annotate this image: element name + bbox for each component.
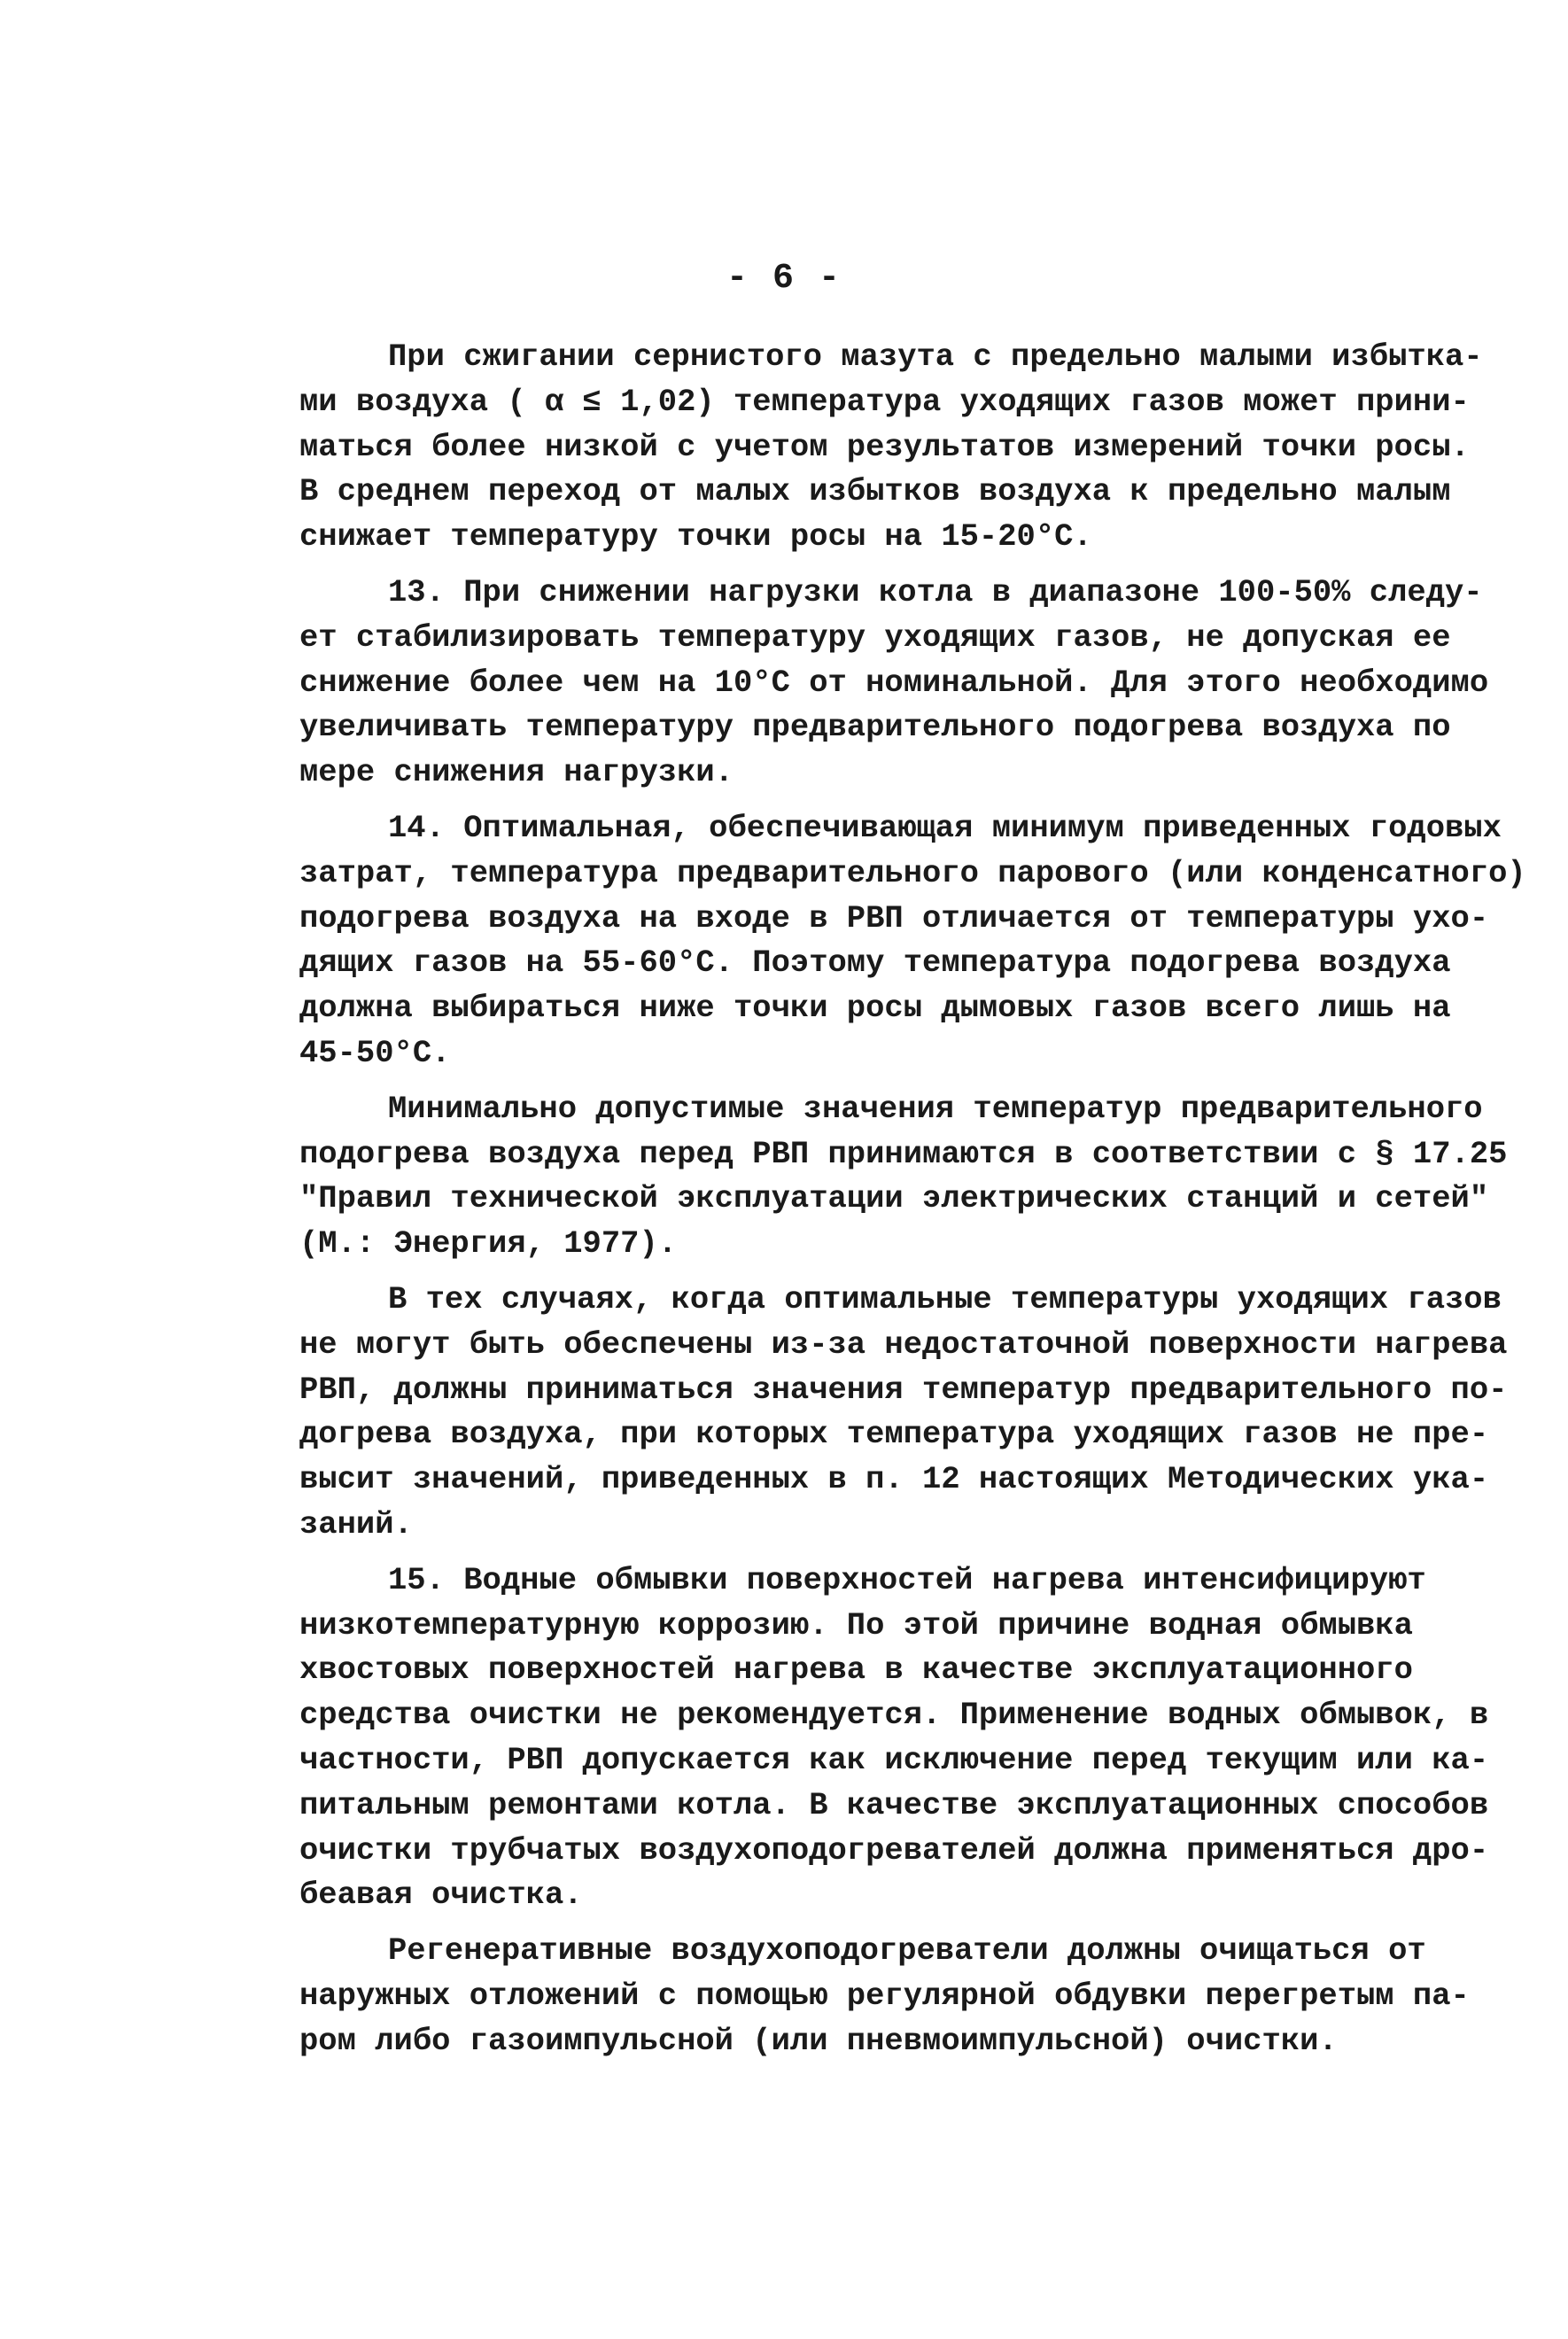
text-line: маться более низкой с учетом результатов измерений точки росы. bbox=[299, 428, 1470, 465]
text-line: ром либо газоимпульсной (или пневмоимпульсной) очистки. bbox=[299, 2022, 1338, 2059]
text-line: дящих газов на 55-60°С. Поэтому температура подогрева воздуха bbox=[299, 944, 1451, 982]
text-line: наружных отложений с помощью регулярной обдувки перегретым па- bbox=[299, 1977, 1470, 2014]
paragraph bbox=[299, 571, 1489, 796]
text-line: увеличивать температуру предварительного подогрева воздуха по bbox=[299, 709, 1451, 746]
text-line: снижение более чем на 10°С от номинальной. Для этого необходимо bbox=[299, 664, 1489, 701]
text-line: При сжигании сернистого мазута с предельно малыми избытка- bbox=[388, 338, 1483, 375]
text-line: 15. Водные обмывки поверхностей нагрева интенсифицируют bbox=[388, 1561, 1426, 1598]
text-line: низкотемпературную коррозию. По этой причине водная обмывка bbox=[299, 1606, 1413, 1644]
paragraph bbox=[299, 335, 1483, 560]
text-line: хвостовых поверхностей нагрева в качестве эксплуатационного bbox=[299, 1651, 1413, 1689]
text-line: снижает температуру точки росы на 15-20°С. bbox=[299, 518, 1092, 556]
document-body bbox=[299, 335, 1526, 2063]
text-line: Минимально допустимые значения температур предварительного bbox=[388, 1090, 1483, 1127]
text-line: высит значений, приведенных в п. 12 настоящих Методических ука- bbox=[299, 1461, 1489, 1498]
paragraph bbox=[299, 1087, 1508, 1267]
text-line: 14. Оптимальная, обеспечивающая минимум приведенных годовых bbox=[388, 809, 1502, 846]
text-line: заний. bbox=[299, 1505, 413, 1542]
text-line: затрат, температура предварительного парового (или конденсатного) bbox=[299, 854, 1526, 891]
text-line: ет стабилизировать температуру уходящих газов, не допуская ее bbox=[299, 618, 1451, 656]
text-line: догрева воздуха, при которых температура уходящих газов не пре- bbox=[299, 1416, 1489, 1453]
text-line: питальным ремонтами котла. В качестве эксплуатационных способов bbox=[299, 1786, 1489, 1823]
text-line: (М.: Энергия, 1977). bbox=[299, 1225, 678, 1263]
text-line: В тех случаях, когда оптимальные температуры уходящих газов bbox=[388, 1280, 1502, 1317]
text-line: не могут быть обеспечены из-за недостаточной поверхности нагрева bbox=[299, 1325, 1508, 1363]
text-line: РВП, должны приниматься значения температур предварительного по- bbox=[299, 1371, 1508, 1408]
text-line: "Правил технической эксплуатации электрических станций и сетей" bbox=[299, 1180, 1489, 1217]
text-line: очистки трубчатых воздухоподогревателей должна применяться дро- bbox=[299, 1831, 1489, 1869]
text-line: частности, РВП допускается как исключение перед текущим или ка- bbox=[299, 1741, 1489, 1778]
text-line: ми воздуха ( α ≤ 1,02) температура уходящих газов может прини- bbox=[299, 383, 1470, 420]
paragraph bbox=[299, 806, 1526, 1076]
text-line: беавая очистка. bbox=[299, 1877, 583, 1914]
text-line: Регенеративные воздухоподогреватели должны очищаться от bbox=[388, 1932, 1426, 1970]
text-line: подогрева воздуха перед РВП принимаются в соответствии с § 17.25 bbox=[299, 1135, 1508, 1172]
text-line: средства очистки не рекомендуется. Применение водных обмывок, в bbox=[299, 1697, 1489, 1734]
text-line: подогрева воздуха на входе в РВП отличается от температуры ухо- bbox=[299, 899, 1489, 936]
text-line: должна выбираться ниже точки росы дымовых газов всего лишь на bbox=[299, 990, 1451, 1027]
page-number: - 6 - bbox=[726, 259, 842, 299]
paragraph bbox=[299, 1929, 1470, 2063]
text-line: 45-50°С. bbox=[299, 1034, 451, 1071]
text-line: В среднем переход от малых избытков воздуха к предельно малым bbox=[299, 473, 1451, 510]
paragraph bbox=[299, 1278, 1508, 1548]
paragraph bbox=[299, 1558, 1489, 1918]
text-line: мере снижения нагрузки. bbox=[299, 754, 734, 791]
text-line: 13. При снижении нагрузки котла в диапазоне 100-50% следу- bbox=[388, 573, 1483, 610]
